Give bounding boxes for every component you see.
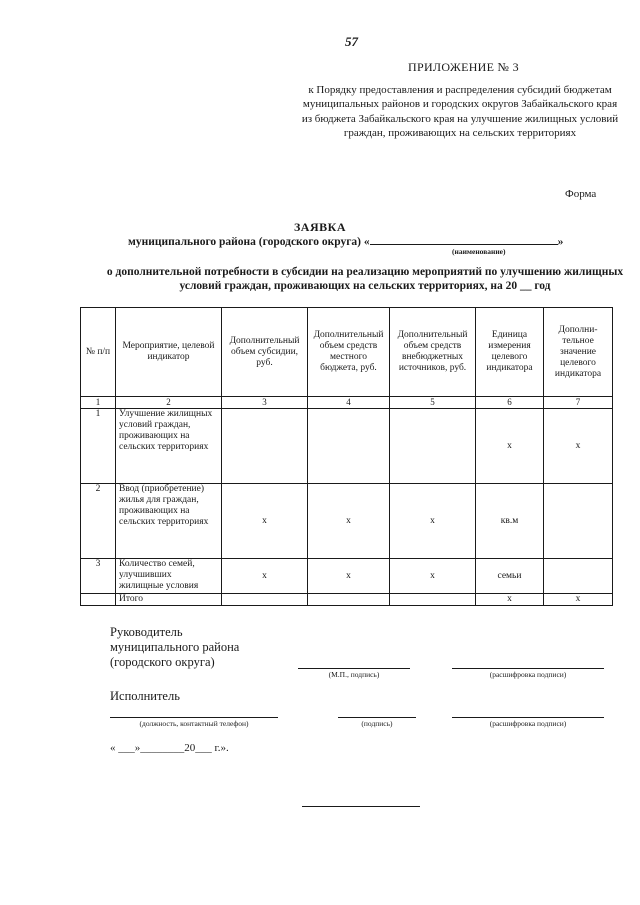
- row-number: 2: [81, 484, 116, 559]
- document-title: ЗАЯВКА: [293, 220, 347, 234]
- date-line[interactable]: « ___»________20___ г.».: [110, 742, 229, 754]
- column-number: 5: [390, 397, 476, 409]
- row-number: 1: [81, 409, 116, 484]
- table-row: [81, 409, 613, 484]
- row-measure: Итого: [116, 594, 222, 606]
- form-label: Форма: [565, 188, 597, 200]
- cell-extra-value[interactable]: [544, 484, 613, 559]
- municipality-name-field[interactable]: [370, 234, 558, 245]
- table-row: [81, 559, 613, 594]
- appendix-title: ПРИЛОЖЕНИЕ № 3: [408, 60, 519, 74]
- column-number: 3: [222, 397, 308, 409]
- cell-subsidy[interactable]: [222, 594, 308, 606]
- cell-extra-value[interactable]: [544, 559, 613, 594]
- cell-unit: семьи: [476, 559, 544, 594]
- cell-subsidy: х: [222, 484, 308, 559]
- cell-subsidy[interactable]: [222, 409, 308, 484]
- executor-decode-caption: (расшифровка подписи): [489, 719, 567, 728]
- head-stamp-signature-field[interactable]: [298, 668, 410, 679]
- col-header-extra-budget: Дополнительный объем средств внебюджетных источников, руб.: [390, 308, 476, 397]
- col-header-unit: Единица измерения целевого индикатора: [476, 308, 544, 397]
- row-number: [81, 594, 116, 606]
- cell-extra-value: х: [544, 594, 613, 606]
- col-header-extra-value: Дополни-тельное значение целевого индикатора: [544, 308, 613, 397]
- municipality-line: [128, 234, 563, 248]
- cell-subsidy: х: [222, 559, 308, 594]
- request-subject: о дополнительной потребности в субсидии на реализацию мероприятий по улучшению жилищных условий граждан, проживающих на сельских территориях, на 20 __ год: [106, 266, 624, 292]
- column-number: 6: [476, 397, 544, 409]
- executor-position-caption: (должность, контактный телефон): [139, 719, 249, 728]
- subsidy-table: [80, 307, 613, 606]
- cell-extra-budget[interactable]: [390, 594, 476, 606]
- cell-extra-value: х: [544, 409, 613, 484]
- name-caption: (наименование): [452, 247, 506, 256]
- col-header-local-budget: Дополнительный объем средств местного бюджета, руб.: [308, 308, 390, 397]
- col-header-measure: Мероприятие, целевой индикатор: [116, 308, 222, 397]
- row-measure: Количество семей, улучшивших жилищные условия: [116, 559, 222, 594]
- page-number: 57: [345, 34, 358, 49]
- column-number: 4: [308, 397, 390, 409]
- executor-label: Исполнитель: [110, 689, 180, 703]
- head-label-line-2: муниципального района: [110, 640, 240, 654]
- head-label-line-3: (городского округа): [110, 655, 215, 669]
- head-decode-caption: (расшифровка подписи): [489, 670, 567, 679]
- cell-extra-budget: х: [390, 559, 476, 594]
- executor-decode-field[interactable]: [452, 717, 604, 728]
- column-number: 2: [116, 397, 222, 409]
- column-number: 7: [544, 397, 613, 409]
- appendix-description: к Порядку предоставления и распределения субсидий бюджетам муниципальных районов и городских округов Забайкальского края из бюджета Забайкальского края на улучшение жилищных условий граждан, проживающих на сельских территориях: [301, 84, 619, 140]
- cell-unit: х: [476, 594, 544, 606]
- head-label-line-1: Руководитель: [110, 625, 183, 639]
- cell-unit: х: [476, 409, 544, 484]
- col-header-subsidy: Дополнительный объем субсидии, руб.: [222, 308, 308, 397]
- column-number: 1: [81, 397, 116, 409]
- cell-local-budget: х: [308, 484, 390, 559]
- column-number-row: [81, 397, 613, 409]
- table-row: [81, 484, 613, 559]
- table-header-row: [81, 308, 613, 397]
- bottom-divider: [302, 806, 420, 807]
- executor-sign-field[interactable]: [338, 717, 416, 728]
- cell-extra-budget: х: [390, 484, 476, 559]
- cell-local-budget[interactable]: [308, 409, 390, 484]
- cell-local-budget[interactable]: [308, 594, 390, 606]
- table-total-row: [81, 594, 613, 606]
- row-measure: Улучшение жилищных условий граждан, проживающих на сельских территориях: [116, 409, 222, 484]
- municipality-suffix: »: [557, 236, 564, 248]
- cell-unit: кв.м: [476, 484, 544, 559]
- head-stamp-caption: (М.П., подпись): [328, 670, 380, 679]
- executor-sign-caption: (подпись): [361, 719, 393, 728]
- executor-position-field[interactable]: [110, 717, 278, 728]
- row-number: 3: [81, 559, 116, 594]
- cell-local-budget: х: [308, 559, 390, 594]
- cell-extra-budget[interactable]: [390, 409, 476, 484]
- col-header-num: № п/п: [81, 308, 116, 397]
- row-measure: Ввод (приобретение) жилья для граждан, проживающих на сельских территориях: [116, 484, 222, 559]
- head-signature-label: [110, 625, 239, 670]
- head-decode-field[interactable]: [452, 668, 604, 679]
- municipality-prefix: муниципального района (городского округа) «: [128, 236, 370, 248]
